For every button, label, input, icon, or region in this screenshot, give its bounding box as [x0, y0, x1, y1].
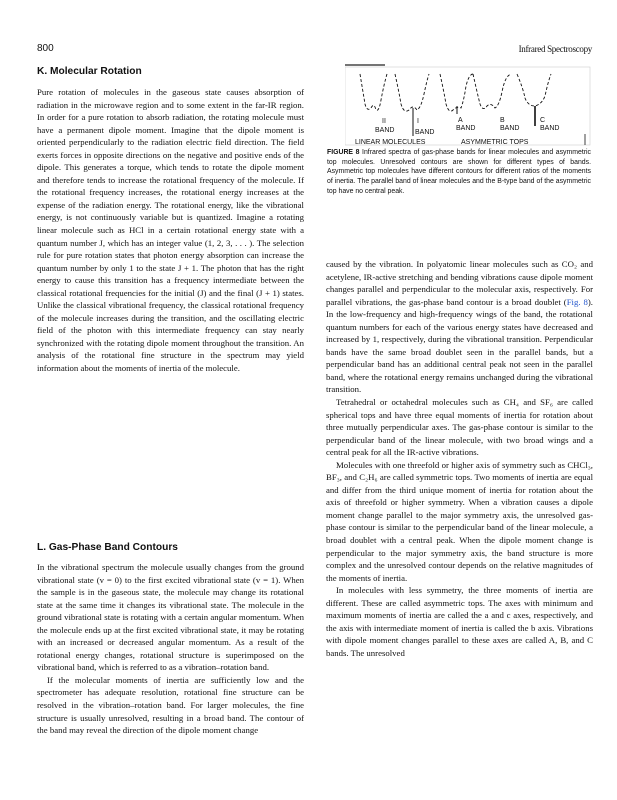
- right-column-body: [326, 258, 593, 660]
- figure-8-link[interactable]: Fig. 8: [566, 296, 588, 307]
- section-heading-l: L. Gas-Phase Band Contours: [37, 542, 178, 553]
- page-number: 800: [37, 43, 54, 54]
- paragraph: Tetrahedral or octahedral molecules such as CH₄ and SF₆ are called spherical tops and have three equal moments of inertia for rotation about three mutually perpendicular axes. The gas-phase contour is similar to the perpendicular band of the linear molecule, with two broad wings and a central peak for all the IR-active vibrations.: [326, 397, 593, 458]
- b-band-curve: [473, 74, 511, 109]
- figure-8-band-contours: [345, 62, 595, 147]
- group-linear-molecules: LINEAR MOLECULES: [355, 139, 426, 146]
- label-a: A: [458, 117, 463, 124]
- section-k-body: [37, 86, 304, 375]
- paragraph: Molecules with one threefold or higher axis of symmetry such as CHCl₃, BF₃, and C₂H₆ are called symmetric tops. Two moments of inertia are equal and differ from the third unique moment of inertia for rotation about the axis of threefold or higher symmetry. When a vibration causes a dipole moment change parallel to the major symmetry axis, the unresolved gas-phase contour is similar to the perpendicular band of the linear molecule, a broad doublet with a central peak. When the dipole moment change is perpendicular to the major symmetry axis, the band structure is more complex and the unresolved contour depends on the relative magnitudes of the moments of inertia.: [326, 459, 593, 583]
- paragraph: If the molecular moments of inertia are sufficiently low and the spectrometer has adequate resolution, rotational fine structure can be resolved in the vibration–rotation band. For larger molecules, the fine structure is usually unresolved, resulting in a broad band. The contour of the band may reveal the direction of the dipole moment change: [37, 674, 304, 736]
- parallel-band-curve: [360, 74, 387, 110]
- label-c: C: [540, 117, 546, 124]
- figure-caption: [327, 148, 591, 197]
- figure-caption-label: FIGURE 8: [327, 149, 360, 156]
- label-perpendicular: I: [417, 118, 419, 125]
- perpendicular-band-curve: [395, 74, 429, 111]
- label-band: BAND: [375, 127, 395, 134]
- label-band: BAND: [456, 125, 476, 132]
- paragraph-text: caused by the vibration. In polyatomic linear molecules such as CO₂ and acetylene, IR-active stretching and bending vibrations cause dipole moment changes parallel and perpendicular to the molecular axis, respectively. For parallel vibrations, the gas-phase band contour is a broad doublet (: [326, 259, 593, 307]
- paragraph: In molecules with less symmetry, the three moments of inertia are different. These are called asymmetric tops. The axes with minimum and maximum moments of inertia are called the a and c axes, respectively, and the axis with intermediate moment of inertia is called the b axis. Vibrations with dipole moment changes parallel to these axes are called A, B, and C bands. The unresolved: [326, 585, 593, 658]
- section-l-body: [37, 561, 304, 737]
- paragraph: Pure rotation of molecules in the gaseous state causes absorption of radiation in the microwave region and to some extent in the far-IR region. In order for a pure rotation to absorb radiation, the rotating molecule must have a permanent dipole moment. Imagine that the dipole moment is oriented perpendicularly to the radiation electric field direction. The field exerts forces in opposite directions on the negative and positive ends of the dipole. This generates a torque, which tends to rotate the dipole moment and therefore tends to increase the rotational frequency of the molecule. If the rotational frequency increases, the rotational energy increases at the expense of the radiation energy. The rotational energy, like the vibrational energy, is not continuously variable but is quantized. Imagine a rotating linear molecule such as HCl in a certain rotational energy state with a quantum number J, which has an integer value (1, 2, 3, . . . ). The selection rule for pure rotation states that photon energy absorption can increase the quantum number by only 1 to the state J + 1. The photon that has the right energy to cause this transition has a frequency intermediate between the classical rotational frequencies for the initial (J) and the final (J + 1) states. Unlike the classical vibrational frequency, the classical rotational frequency of the molecule increases during the transition, and the oscillating electric field of the photon with this intermediate frequency can stay nearly synchronized with the rotating dipole moment throughout the transition. An analysis of the rotational fine structure in the spectrum may yield information about the moments of inertia of the molecule.: [37, 87, 304, 374]
- running-head: Infrared Spectroscopy: [518, 44, 592, 54]
- label-parallel: II: [382, 118, 386, 125]
- label-band: BAND: [500, 125, 520, 132]
- paragraph-text: ). In the low-frequency and high-frequency wings of the band, the rotational quantum numbers for each of the various energy states have decreased and increased by 1, respectively, during the vibrational transition. Perpendicular bands have the same broad doublet seen in the parallel bands, but a perpendicular band has an additional central peak not seen in the parallel band, where the rotational energy remains unchanged during the vibrational transition.: [326, 296, 593, 395]
- a-band-curve: [440, 74, 473, 111]
- figure-caption-text: Infrared spectra of gas-phase bands for linear molecules and asymmetric top molecules. Unresolved contours are shown for different types of bands. Asymmetric top molecules have different contours for different ratios of the moments of inertia. The parallel band of linear molecules and the B-type band of the asymmetric top have no central peak.: [327, 149, 591, 195]
- paragraph: In the vibrational spectrum the molecule usually changes from the ground vibrational state (v = 0) to the first excited vibrational state (v = 1). When the sample is in the gaseous state, the molecule may change its rotational state at the same time it changes its vibrational state. The molecule in the ground vibrational state is rotating with a certain angular momentum. When the molecule ends up at the first excited vibrational state, it may be rotating with an increased or decreased angular momentum. As a result of the rotational energy changes, rotational structure is superimposed on the vibrational band, which is referred to as a vibration–rotation band.: [37, 562, 304, 673]
- group-asymmetric-tops: ASYMMETRIC TOPS: [461, 139, 529, 146]
- label-b: B: [500, 117, 505, 124]
- label-band: BAND: [540, 125, 560, 132]
- section-heading-k: K. Molecular Rotation: [37, 66, 142, 77]
- label-band: BAND: [415, 129, 435, 136]
- paragraph: [326, 258, 593, 396]
- c-band-curve: [517, 74, 551, 106]
